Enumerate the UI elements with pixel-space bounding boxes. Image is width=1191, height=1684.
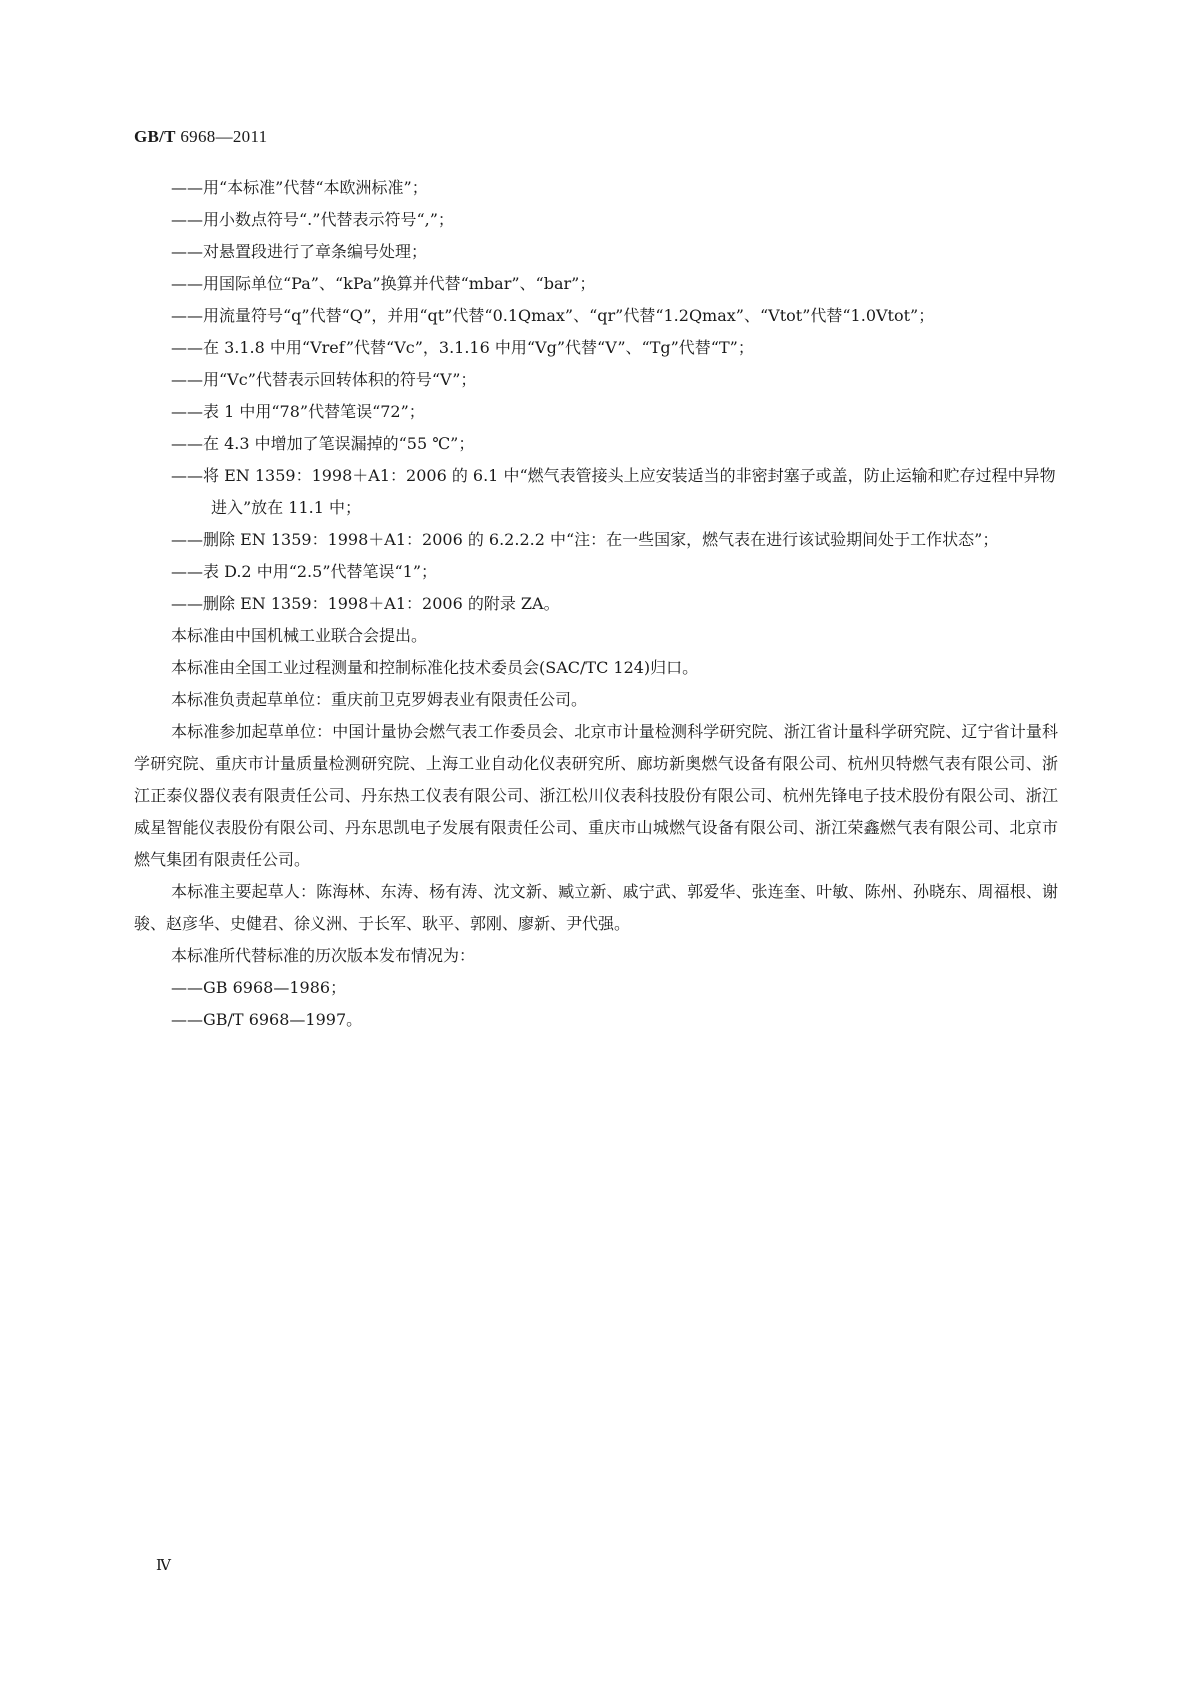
list-item: ——在 4.3 中增加了笔误漏掉的“55 ℃”； bbox=[171, 434, 475, 453]
document-body bbox=[134, 172, 1058, 1036]
history-item: ——GB 6968—1986； bbox=[171, 978, 347, 997]
paragraph-drafters: 本标准主要起草人：陈海林、东涛、杨有涛、沈文新、臧立新、戚宁武、郭爱华、张连奎、叶敏、陈州、孙晓东、周福根、谢骏、赵彦华、史健君、徐义洲、于长军、耿平、郭刚、廖新、尹代强。 bbox=[134, 882, 1058, 933]
paragraph-centralized: 本标准由全国工业过程测量和控制标准化技术委员会(SAC/TC 124)归口。 bbox=[171, 658, 699, 677]
document-code-prefix: GB/T bbox=[134, 127, 176, 146]
document-code-number: 6968—2011 bbox=[175, 127, 268, 146]
list-item: ——删除 EN 1359：1998＋A1：2006 的 6.2.2.2 中“注：在一些国家，燃气表在进行该试验期间处于工作状态”； bbox=[171, 530, 999, 549]
list-item: ——对悬置段进行了章条编号处理； bbox=[171, 242, 428, 261]
list-item: ——表 D.2 中用“2.5”代替笔误“1”； bbox=[171, 562, 438, 581]
page-number: Ⅳ bbox=[156, 1558, 171, 1574]
history-item: ——GB/T 6968—1997。 bbox=[171, 1010, 363, 1029]
paragraph-participants: 本标准参加起草单位：中国计量协会燃气表工作委员会、北京市计量检测科学研究院、浙江省计量科学研究院、辽宁省计量科学研究院、重庆市计量质量检测研究院、上海工业自动化仪表研究所、廊坊新奥燃气设备有限公司、杭州贝特燃气表有限公司、浙江正泰仪器仪表有限责任公司、丹东热工仪表有限公司、浙江松川仪表科技股份有限公司、杭州先锋电子技术股份有限公司、浙江威星智能仪表股份有限公司、丹东思凯电子发展有限责任公司、重庆市山城燃气设备有限公司、浙江荣鑫燃气表有限公司、北京市燃气集团有限责任公司。 bbox=[134, 722, 1058, 869]
list-item: ——用小数点符号“.”代替表示符号“,”； bbox=[171, 210, 454, 229]
list-item: ——用“Vc”代替表示回转体积的符号“V”； bbox=[171, 370, 477, 389]
paragraph-lead-drafter: 本标准负责起草单位：重庆前卫克罗姆表业有限责任公司。 bbox=[171, 690, 588, 709]
list-item: ——在 3.1.8 中用“Vref”代替“Vc”，3.1.16 中用“Vg”代替“V”、“Tg”代替“T”； bbox=[171, 338, 754, 357]
list-item: ——用“本标准”代替“本欧洲标准”； bbox=[171, 178, 428, 197]
paragraph-history-intro: 本标准所代替标准的历次版本发布情况为： bbox=[171, 946, 476, 965]
paragraph-proposed: 本标准由中国机械工业联合会提出。 bbox=[171, 626, 428, 645]
list-item: ——用流量符号“q”代替“Q”，并用“qt”代替“0.1Qmax”、“qr”代替“1.2Qmax”、“Vtot”代替“1.0Vtot”； bbox=[171, 306, 935, 325]
document-code bbox=[134, 127, 267, 147]
list-item: ——删除 EN 1359：1998＋A1：2006 的附录 ZA。 bbox=[171, 594, 560, 613]
list-item: ——用国际单位“Pa”、“kPa”换算并代替“mbar”、“bar”； bbox=[171, 274, 596, 293]
list-item: ——表 1 中用“78”代替笔误“72”； bbox=[171, 402, 425, 421]
list-item: ——将 EN 1359：1998＋A1：2006 的 6.1 中“燃气表管接头上应安装适当的非密封塞子或盖，防止运输和贮存过程中异物进入”放在 11.1 中； bbox=[171, 466, 1056, 517]
